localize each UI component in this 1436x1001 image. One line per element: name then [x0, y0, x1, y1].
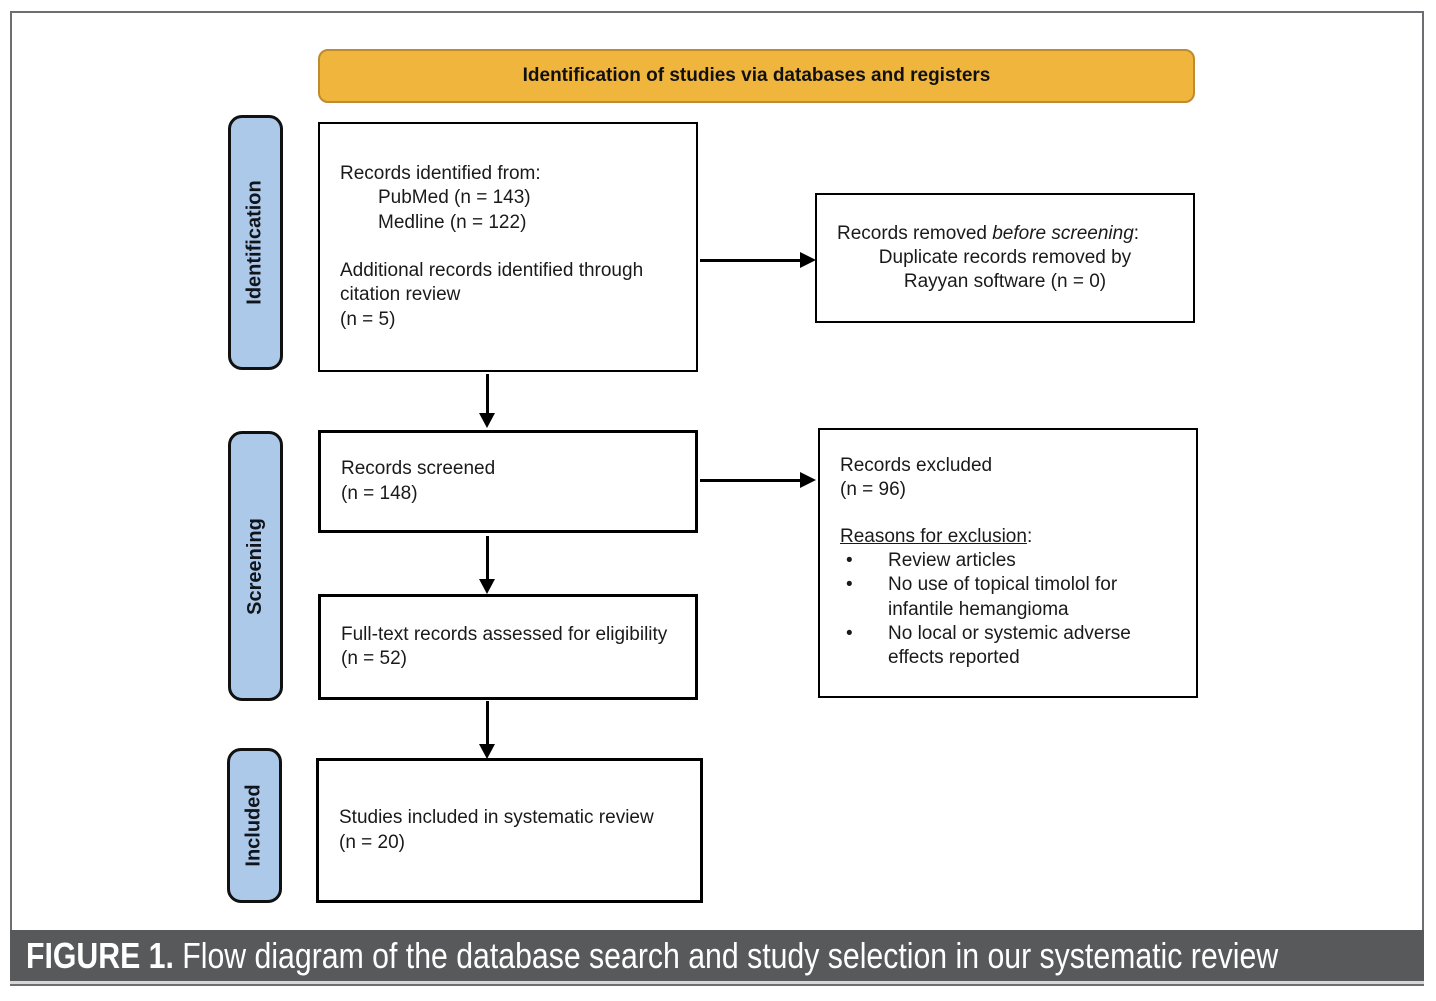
fulltext-count: (n = 52) — [341, 648, 408, 669]
stage-label-identification — [228, 115, 283, 370]
reasons-heading — [840, 525, 1176, 549]
additional-records-count: (n = 5) — [340, 308, 396, 330]
reason-item — [840, 573, 1176, 622]
banner-identification-of-studies — [318, 49, 1195, 103]
figure-caption — [26, 935, 1278, 977]
records-removed-prefix: Records removed — [837, 222, 993, 244]
source-medline: Medline (n = 122) — [378, 211, 527, 233]
arrowhead-down-icon — [479, 744, 495, 759]
box-records-excluded — [818, 428, 1198, 698]
arrow-screened-to-fulltext — [486, 536, 489, 580]
arrowhead-down-icon — [479, 413, 495, 428]
reason-text: Review articles — [888, 549, 1016, 571]
reasons-heading-text: Reasons for exclusion — [840, 525, 1027, 547]
figure-caption-text: Flow diagram of the database search and study selection in our systematic review — [173, 934, 1279, 976]
spacer — [840, 503, 1176, 525]
bullet-icon: • — [846, 574, 853, 596]
reason-text: No local or systemic adverse effects reported — [888, 622, 1131, 669]
reasons-heading-colon: : — [1026, 525, 1033, 547]
records-removed-title — [837, 222, 1173, 246]
reason-item — [840, 549, 1176, 573]
figure-caption-bar — [10, 930, 1424, 984]
stage-identification-text: Identification — [244, 180, 267, 305]
bullet-icon: • — [846, 622, 853, 644]
stage-label-screening — [228, 431, 283, 701]
arrow-fulltext-to-included — [486, 701, 489, 746]
duplicates-removed-line2: Rayyan software (n = 0) — [903, 271, 1107, 293]
included-title: Studies included in systematic review — [339, 807, 654, 829]
stage-label-included — [227, 748, 282, 903]
duplicates-removed-line1: Duplicate records removed by — [878, 246, 1132, 268]
stage-screening-text: Screening — [244, 517, 267, 615]
spacer — [340, 235, 676, 259]
arrow-screened-to-excluded — [700, 479, 802, 482]
figure-caption-label: FIGURE 1. — [26, 934, 174, 976]
records-excluded-count: (n = 96) — [840, 479, 907, 501]
records-identified-title: Records identified from: — [340, 163, 541, 185]
arrowhead-down-icon — [479, 579, 495, 594]
arrow-identified-to-removed — [700, 259, 802, 262]
reason-item — [840, 622, 1176, 671]
box-records-screened — [318, 430, 698, 533]
source-pubmed: PubMed (n = 143) — [378, 187, 531, 209]
arrowhead-right-icon — [800, 472, 816, 488]
additional-records-text: Additional records identified through citation review — [340, 260, 644, 306]
bullet-icon: • — [846, 549, 853, 571]
box-fulltext-assessed — [318, 594, 698, 700]
reason-text: No use of topical timolol for infantile hemangioma — [888, 574, 1118, 620]
box-records-identified — [318, 122, 698, 372]
records-removed-suffix: : — [1133, 222, 1140, 244]
arrow-identified-to-screened — [486, 374, 489, 415]
records-screened-count: (n = 148) — [341, 482, 418, 504]
figure-frame — [10, 11, 1424, 986]
arrowhead-right-icon — [800, 252, 816, 268]
records-removed-italic: before screening — [992, 222, 1134, 244]
banner-label: Identification of studies via databases and registers — [522, 65, 991, 86]
box-records-removed — [815, 193, 1195, 323]
box-studies-included — [316, 758, 703, 903]
fulltext-title: Full-text records assessed for eligibility — [341, 623, 668, 645]
included-count: (n = 20) — [339, 831, 406, 853]
stage-included-text: Included — [243, 784, 266, 867]
records-excluded-title: Records excluded — [840, 455, 993, 476]
records-screened-title: Records screened — [341, 458, 496, 480]
